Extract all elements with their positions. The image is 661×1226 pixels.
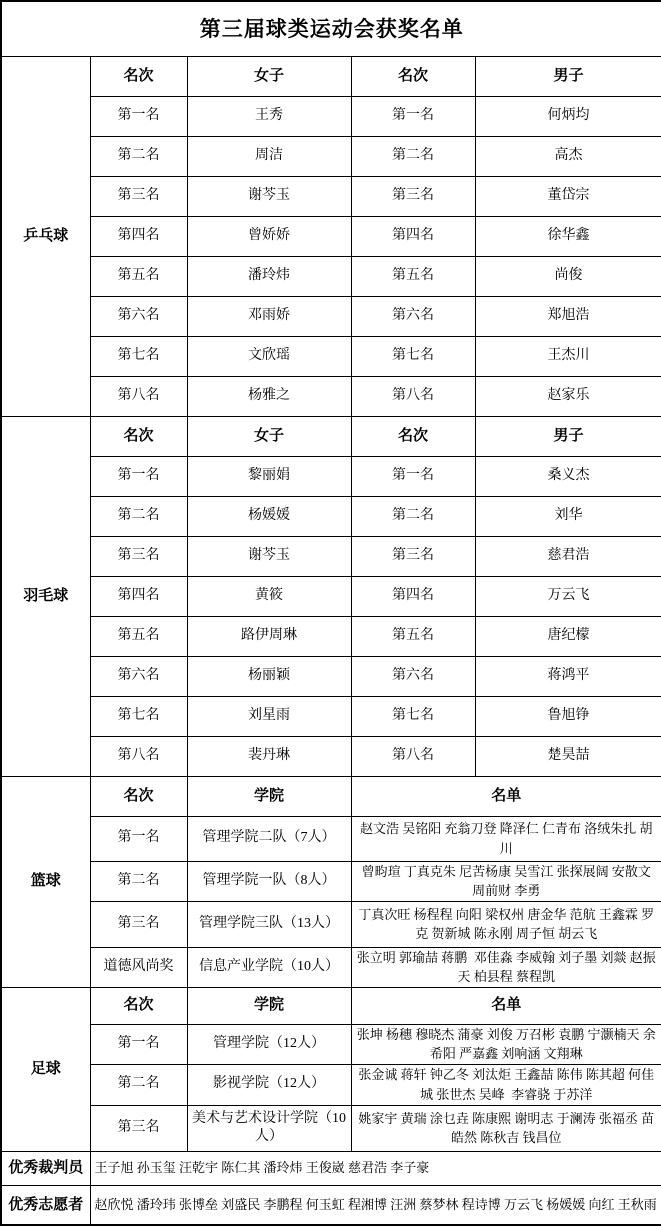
- college-cell: 管理学院二队（7人）: [187, 816, 351, 861]
- table-row: [1, 376, 661, 416]
- winner-cell: 董岱宗: [475, 176, 661, 216]
- section-header-row: [1, 56, 661, 96]
- winner-cell: 杨丽颖: [187, 656, 351, 696]
- winner-cell: 路伊周琳: [187, 616, 351, 656]
- college-cell: 影视学院（12人）: [187, 1064, 351, 1105]
- winner-cell: 裴丹琳: [187, 736, 351, 776]
- rank-cell: 第五名: [90, 616, 187, 656]
- rank-cell: 第三名: [90, 901, 187, 947]
- rank-cell: 第七名: [351, 696, 475, 736]
- section-header-row: [1, 416, 661, 456]
- winner-cell: 杨媛媛: [187, 496, 351, 536]
- winner-cell: 谢芩玉: [187, 176, 351, 216]
- rank-cell: 第五名: [90, 256, 187, 296]
- column-header: 名次: [90, 56, 187, 96]
- column-header: 男子: [475, 416, 661, 456]
- table-row: [1, 696, 661, 736]
- winner-cell: 王秀: [187, 96, 351, 136]
- winner-cell: 万云飞: [475, 576, 661, 616]
- table-row: [1, 861, 661, 901]
- name-list-cell: 丁真次旺 杨程程 向阳 梁权州 唐金华 范航 王鑫霖 罗克 贺新城 陈永刚 周子恒 胡云飞: [351, 901, 661, 947]
- column-header: 名次: [351, 416, 475, 456]
- rank-cell: 第一名: [90, 816, 187, 861]
- footer-label-referees: 优秀裁判员: [1, 1151, 90, 1185]
- winner-cell: 邓雨娇: [187, 296, 351, 336]
- winner-cell: 刘星雨: [187, 696, 351, 736]
- column-header: 学院: [187, 987, 351, 1024]
- rank-cell: 第六名: [90, 656, 187, 696]
- table-row: [1, 1185, 661, 1225]
- table-row: [1, 336, 661, 376]
- rank-cell: 第二名: [90, 496, 187, 536]
- name-list-cell: 赵文浩 吴铭阳 充翁刀登 降泽仁 仁青布 洛绒朱扎 胡川: [351, 816, 661, 861]
- winner-cell: 楚昊喆: [475, 736, 661, 776]
- rank-cell: 第四名: [90, 576, 187, 616]
- column-header: 名次: [90, 416, 187, 456]
- page-title: 第三届球类运动会获奖名单: [1, 1, 661, 56]
- name-list-cell: 曾畇瑄 丁真克朱 尼苦杨康 吴雪江 张探展阔 安散文 周前财 李勇: [351, 861, 661, 901]
- winner-cell: 文欣瑶: [187, 336, 351, 376]
- winner-cell: 唐纪檬: [475, 616, 661, 656]
- college-cell: 管理学院一队（8人）: [187, 861, 351, 901]
- name-list-cell: 张立明 郭瑜喆 蒋鹏 邓佳淼 李威翰 刘子墨 刘燚 赵振天 柏县程 蔡程凯: [351, 947, 661, 987]
- sport-label-basketball: 篮球: [1, 776, 90, 987]
- table-row: [1, 296, 661, 336]
- winner-cell: 黄筱: [187, 576, 351, 616]
- rank-cell: 第三名: [90, 536, 187, 576]
- title-row: [1, 1, 661, 56]
- rank-cell: 第四名: [90, 216, 187, 256]
- column-header: 名单: [351, 776, 661, 816]
- winner-cell: 桑义杰: [475, 456, 661, 496]
- rank-cell: 第二名: [351, 136, 475, 176]
- rank-cell: 第三名: [351, 536, 475, 576]
- table-row: [1, 136, 661, 176]
- winner-cell: 周洁: [187, 136, 351, 176]
- rank-cell: 第二名: [90, 1064, 187, 1105]
- footer-label-volunteers: 优秀志愿者: [1, 1185, 90, 1225]
- name-list-cell: 张金诚 蒋轩 钟乙冬 刘汰炬 王鑫喆 陈伟 陈其超 何佳城 张世杰 吴峰 李睿骁 于苏洋: [351, 1064, 661, 1105]
- rank-cell: 第四名: [351, 576, 475, 616]
- table-row: [1, 656, 661, 696]
- winner-cell: 杨雅之: [187, 376, 351, 416]
- winner-cell: 徐华鑫: [475, 216, 661, 256]
- winner-cell: 何炳均: [475, 96, 661, 136]
- table-row: [1, 96, 661, 136]
- table-row: [1, 1064, 661, 1105]
- winner-cell: 潘玲炜: [187, 256, 351, 296]
- table-row: [1, 576, 661, 616]
- college-cell: 美术与艺术设计学院（10人）: [187, 1105, 351, 1151]
- table-row: [1, 901, 661, 947]
- rank-cell: 第三名: [351, 176, 475, 216]
- table-row: [1, 536, 661, 576]
- table-row: [1, 736, 661, 776]
- rank-cell: 第五名: [351, 256, 475, 296]
- college-cell: 管理学院（12人）: [187, 1024, 351, 1064]
- winner-cell: 刘华: [475, 496, 661, 536]
- column-header: 女子: [187, 56, 351, 96]
- column-header: 学院: [187, 776, 351, 816]
- name-list-cell: 张坤 杨穗 穆晓杰 蒲豪 刘俊 万召彬 袁鹏 宁灏楠天 余希阳 严嘉鑫 刘响涵 文翔琳: [351, 1024, 661, 1064]
- table-row: [1, 456, 661, 496]
- column-header: 男子: [475, 56, 661, 96]
- winner-cell: 谢芩玉: [187, 536, 351, 576]
- column-header: 名次: [351, 56, 475, 96]
- column-header: 名单: [351, 987, 661, 1024]
- rank-cell: 第八名: [90, 376, 187, 416]
- sport-label-football: 足球: [1, 987, 90, 1151]
- rank-cell: 道德风尚奖: [90, 947, 187, 987]
- rank-cell: 第一名: [351, 96, 475, 136]
- rank-cell: 第六名: [351, 656, 475, 696]
- name-list-cell: 赵欣悦 潘玲玮 张博垒 刘盛民 李鹏程 何玉虹 程湘博 汪洲 蔡梦林 程诗博 万云飞 杨媛媛 向红 王秋雨: [90, 1185, 661, 1225]
- rank-cell: 第三名: [90, 1105, 187, 1151]
- rank-cell: 第八名: [351, 736, 475, 776]
- rank-cell: 第五名: [351, 616, 475, 656]
- winner-cell: 鲁旭铮: [475, 696, 661, 736]
- table-row: [1, 1151, 661, 1185]
- rank-cell: 第二名: [90, 861, 187, 901]
- table-row: [1, 496, 661, 536]
- rank-cell: 第一名: [351, 456, 475, 496]
- sport-label-pingpong: 乒乓球: [1, 56, 90, 416]
- table-row: [1, 256, 661, 296]
- rank-cell: 第四名: [351, 216, 475, 256]
- column-header: 名次: [90, 987, 187, 1024]
- rank-cell: 第八名: [90, 736, 187, 776]
- winner-cell: 王杰川: [475, 336, 661, 376]
- column-header: 名次: [90, 776, 187, 816]
- college-cell: 信息产业学院（10人）: [187, 947, 351, 987]
- table-row: [1, 1024, 661, 1064]
- rank-cell: 第一名: [90, 1024, 187, 1064]
- section-header-row: [1, 776, 661, 816]
- rank-cell: 第七名: [90, 696, 187, 736]
- winner-cell: 赵家乐: [475, 376, 661, 416]
- rank-cell: 第二名: [90, 136, 187, 176]
- winner-cell: 尚俊: [475, 256, 661, 296]
- table-row: [1, 1105, 661, 1151]
- table-row: [1, 616, 661, 656]
- rank-cell: 第六名: [90, 296, 187, 336]
- rank-cell: 第三名: [90, 176, 187, 216]
- section-header-row: [1, 987, 661, 1024]
- rank-cell: 第七名: [351, 336, 475, 376]
- name-list-cell: 王子旭 孙玉玺 汪乾宇 陈仁其 潘玲炜 王俊崴 慈君浩 李子豪: [90, 1151, 661, 1185]
- rank-cell: 第七名: [90, 336, 187, 376]
- table-row: [1, 176, 661, 216]
- winner-cell: 郑旭浩: [475, 296, 661, 336]
- table-row: [1, 816, 661, 861]
- column-header: 女子: [187, 416, 351, 456]
- rank-cell: 第二名: [351, 496, 475, 536]
- rank-cell: 第六名: [351, 296, 475, 336]
- winner-cell: 高杰: [475, 136, 661, 176]
- rank-cell: 第一名: [90, 456, 187, 496]
- rank-cell: 第八名: [351, 376, 475, 416]
- sport-label-badminton: 羽毛球: [1, 416, 90, 776]
- winner-cell: 黎丽娟: [187, 456, 351, 496]
- table-row: [1, 947, 661, 987]
- winner-cell: 曾娇娇: [187, 216, 351, 256]
- college-cell: 管理学院三队（13人）: [187, 901, 351, 947]
- winner-cell: 慈君浩: [475, 536, 661, 576]
- name-list-cell: 姚家宇 黄瑞 涂乜垚 陈康熙 谢明志 于澜涛 张福丞 苗皓然 陈秋吉 钱昌位: [351, 1105, 661, 1151]
- winner-cell: 蒋鸿平: [475, 656, 661, 696]
- rank-cell: 第一名: [90, 96, 187, 136]
- table-row: [1, 216, 661, 256]
